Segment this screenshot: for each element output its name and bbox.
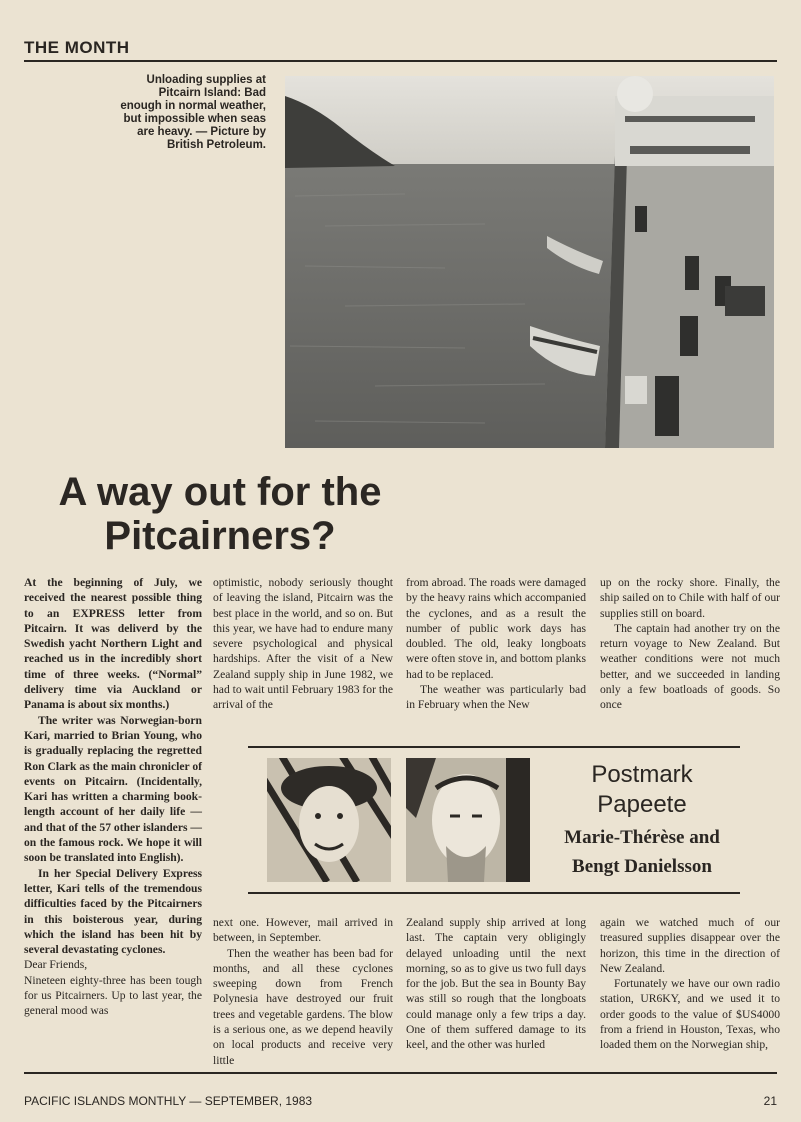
body-text: Fortunately we have our own radio station, UR6KY, and we used it to order goods to the value of $US4000 from a friend in Houston, Texas, who loaded them on the Norwegian ship, (600, 977, 780, 1052)
column-byline-2: Bengt Danielsson (572, 856, 712, 877)
intro-paragraph: At the beginning of July, we received the nearest possible thing to an EXPRESS letter from Pitcairn. It was deliverd by the Swedish yacht Northern Light and reached us in the incredibly short time of three weeks. (“Normal” delivery time via Auckland or Panama is about six months.) (24, 576, 202, 712)
column-box-rule-top (248, 746, 740, 748)
portrait-marie-therese (267, 758, 391, 882)
body-text: up on the rocky shore. Finally, the ship sailed on to Chile with half of our supplies still on board. (600, 576, 780, 620)
page-number: 21 (763, 1094, 777, 1108)
section-label: THE MONTH (24, 38, 130, 57)
body-text: from abroad. The roads were damaged by the heavy rains which accompanied the cyclones, and as a result the number of public work days has doubled. The old, leaky longboats were often stove in, and bottom planks had to be replaced. (406, 576, 586, 681)
body-text: Zealand supply ship arrived at long last. The captain very obligingly delayed unloading until the next morning, so as to give us two full days for the job. But the sea in Bounty Bay was still so rough that the longboats could manage only a few trips a day. One of them suffered damage to its keel, and the other was hurled (406, 916, 586, 1052)
column-byline-1: Marie-Thérèse and (564, 827, 720, 848)
photo-caption: Unloading supplies at Pitcairn Island: Bad enough in normal weather, but impossible when seas are heavy. — Picture by British Petroleum. (120, 74, 266, 151)
article-column-1 (24, 575, 202, 1019)
portrait-bengt (406, 758, 530, 882)
article-headline: A way out for the Pitcairners? (58, 470, 382, 558)
body-text: The weather was particularly bad in February when the New (406, 683, 586, 712)
column-box-rule-bottom (248, 892, 740, 894)
body-text: next one. However, mail arrived in between, in September. (213, 916, 393, 945)
article-column-4-bottom (600, 915, 780, 1053)
column-title-line-2: Papeete (597, 791, 687, 818)
intro-paragraph-3: In her Special Delivery Express letter, Kari tells of the tremendous difficulties faced by the Pitcairners in this boisterous year, during which the island has been hit by several devastating cyclones. (24, 866, 202, 957)
article-column-4-top (600, 575, 780, 713)
article-column-3-bottom (406, 915, 586, 1053)
column-box-title (542, 760, 742, 878)
intro-paragraph-2: The writer was Norwegian-born Kari, married to Brian Young, who is gradually replacing the regretted Ron Clark as the main chronicler of events on Pitcairn. (Incidentally, Kari has written a charming book-length account of her daily life — and that of the 57 other islanders — on the famous rock. We hope it will soon be translated into English). (24, 713, 202, 865)
body-text: Then the weather has been bad for months, and all these cyclones sweeping down from French Polynesia have destroyed our fruit trees and vegetable gardens. The blow is a serious one, as we depend heavily on local products and receive very little (213, 946, 393, 1067)
body-text: The captain had another try on the return voyage to New Zealand. But weather conditions were not much better, and we succeeded in landing only a few boatloads of goods. So once (600, 621, 780, 712)
letter-salutation: Dear Friends, (24, 958, 88, 972)
body-text: again we watched much of our treasured supplies disappear over the horizon, this time in the direction of New Zealand. (600, 916, 780, 975)
letter-paragraph-1: Nineteen eighty-three has been tough for us Pitcairners. Up to last year, the general mood was (24, 973, 202, 1018)
footer-publication: PACIFIC ISLANDS MONTHLY — SEPTEMBER, 1983 (24, 1094, 313, 1108)
article-column-2-bottom (213, 915, 393, 1068)
column-title-line-1: Postmark (591, 761, 693, 788)
footer-rule (24, 1072, 777, 1074)
article-column-2-top (213, 575, 393, 713)
article-column-3-top (406, 575, 586, 713)
unloading-photo (285, 76, 774, 448)
body-text: optimistic, nobody seriously thought of leaving the island, Pitcairn was the best place in the world, and so on. But this year, we have had to endure many severe psychological and physical hardships. After the visit of a New Zealand supply ship in June 1982, we had to wait until February 1983 for the arrival of the (213, 576, 393, 712)
top-rule (24, 60, 777, 62)
